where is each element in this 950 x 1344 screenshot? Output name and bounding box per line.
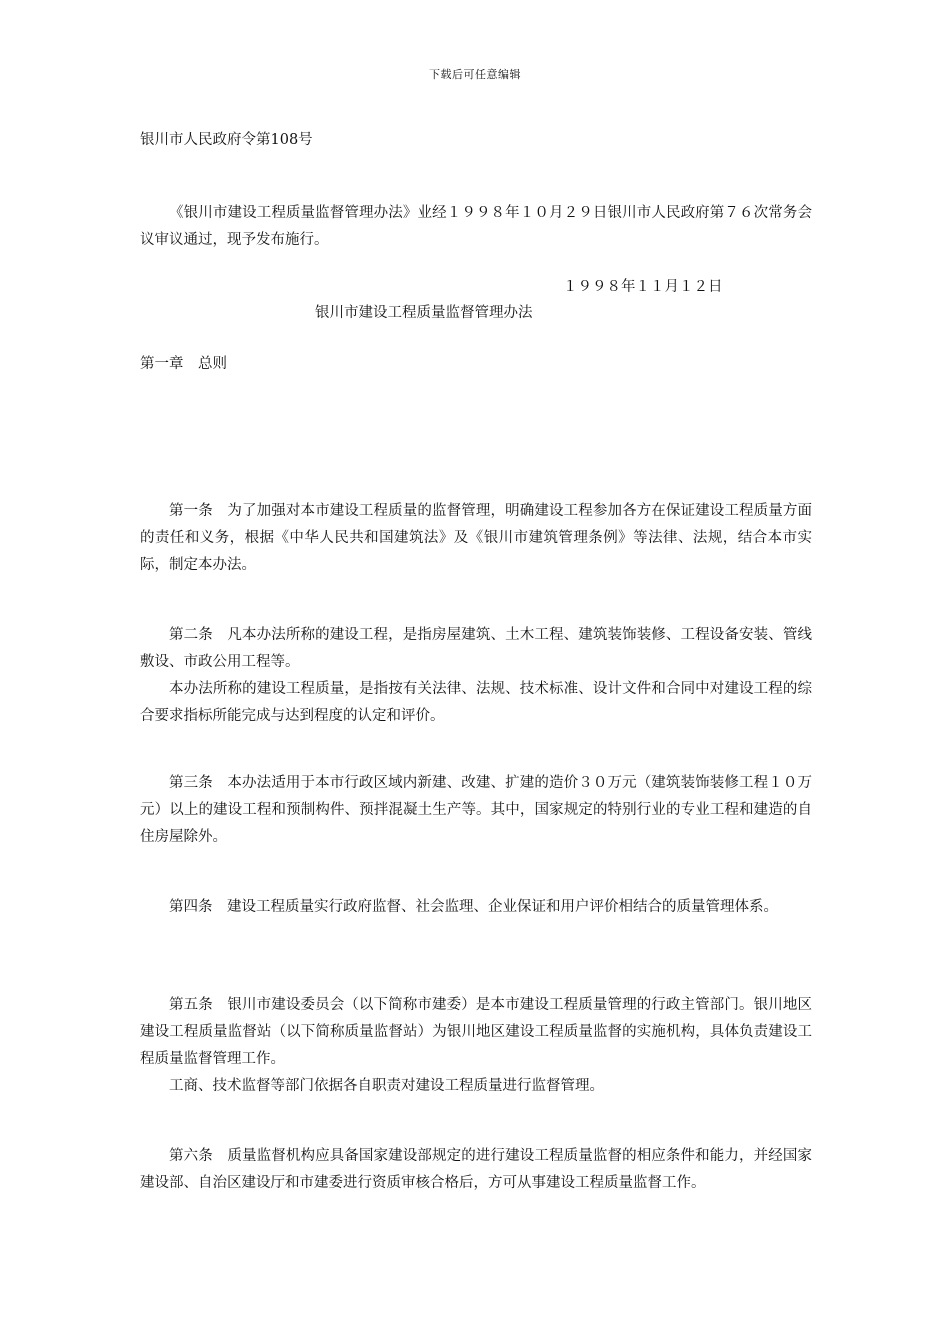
- article-text: 银川市建设委员会（以下简称市建委）是本市建设工程质量管理的行政主管部门。银川地区建设工程质量监督站（以下简称质量监督站）为银川地区建设工程质量监督的实施机构，具体负责建设工程质量监督管理工作。: [140, 997, 812, 1067]
- order-number: 银川市人民政府令第108号: [140, 132, 313, 148]
- article-number: 第三条: [169, 775, 213, 791]
- article-number: 第四条: [169, 899, 213, 915]
- article-number: 第一条: [169, 503, 213, 519]
- issue-date: １９９８年１１月１２日: [563, 279, 723, 295]
- article-number: 第二条: [169, 627, 213, 643]
- article-text: 凡本办法所称的建设工程，是指房屋建筑、土木工程、建筑装饰装修、工程设备安装、管线敷设、市政公用工程等。: [140, 627, 812, 670]
- article-number: 第六条: [169, 1148, 213, 1164]
- article-5-paragraph-2: 工商、技术监督等部门依据各自职责对建设工程质量进行监督管理。: [169, 1078, 604, 1094]
- chapter-heading: 第一章 总则: [140, 356, 227, 372]
- article-text: 建设工程质量实行政府监督、社会监理、企业保证和用户评价相结合的质量管理体系。: [227, 899, 778, 915]
- article-1: [140, 498, 812, 579]
- article-2: [140, 622, 812, 676]
- article-text: 为了加强对本市建设工程质量的监督管理，明确建设工程参加各方在保证建设工程质量方面的责任和义务，根据《中华人民共和国建筑法》及《银川市建筑管理条例》等法律、法规，结合本市实际，制定本办法。: [140, 503, 812, 573]
- article-2-paragraph-2: 本办法所称的建设工程质量，是指按有关法律、法规、技术标准、设计文件和合同中对建设工程的综合要求指标所能完成与达到程度的认定和评价。: [140, 681, 812, 724]
- header-note: 下载后可任意编辑: [429, 68, 521, 81]
- preamble-paragraph: 《银川市建设工程质量监督管理办法》业经１９９８年１０月２９日银川市人民政府第７６次常务会议审议通过，现予发布施行。: [140, 205, 812, 248]
- article-text: 本办法适用于本市行政区域内新建、改建、扩建的造价３０万元（建筑装饰装修工程１０万元）以上的建设工程和预制构件、预拌混凝土生产等。其中，国家规定的特别行业的专业工程和建造的自住房屋除外。: [140, 775, 812, 845]
- article-6: [140, 1143, 812, 1197]
- article-number: 第五条: [169, 997, 213, 1013]
- document-title: 银川市建设工程质量监督管理办法: [315, 305, 533, 321]
- article-3: [140, 770, 812, 851]
- article-4: [140, 894, 812, 921]
- article-text: 质量监督机构应具备国家建设部规定的进行建设工程质量监督的相应条件和能力，并经国家建设部、自治区建设厅和市建委进行资质审核合格后，方可从事建设工程质量监督工作。: [140, 1148, 812, 1191]
- article-5: [140, 992, 812, 1073]
